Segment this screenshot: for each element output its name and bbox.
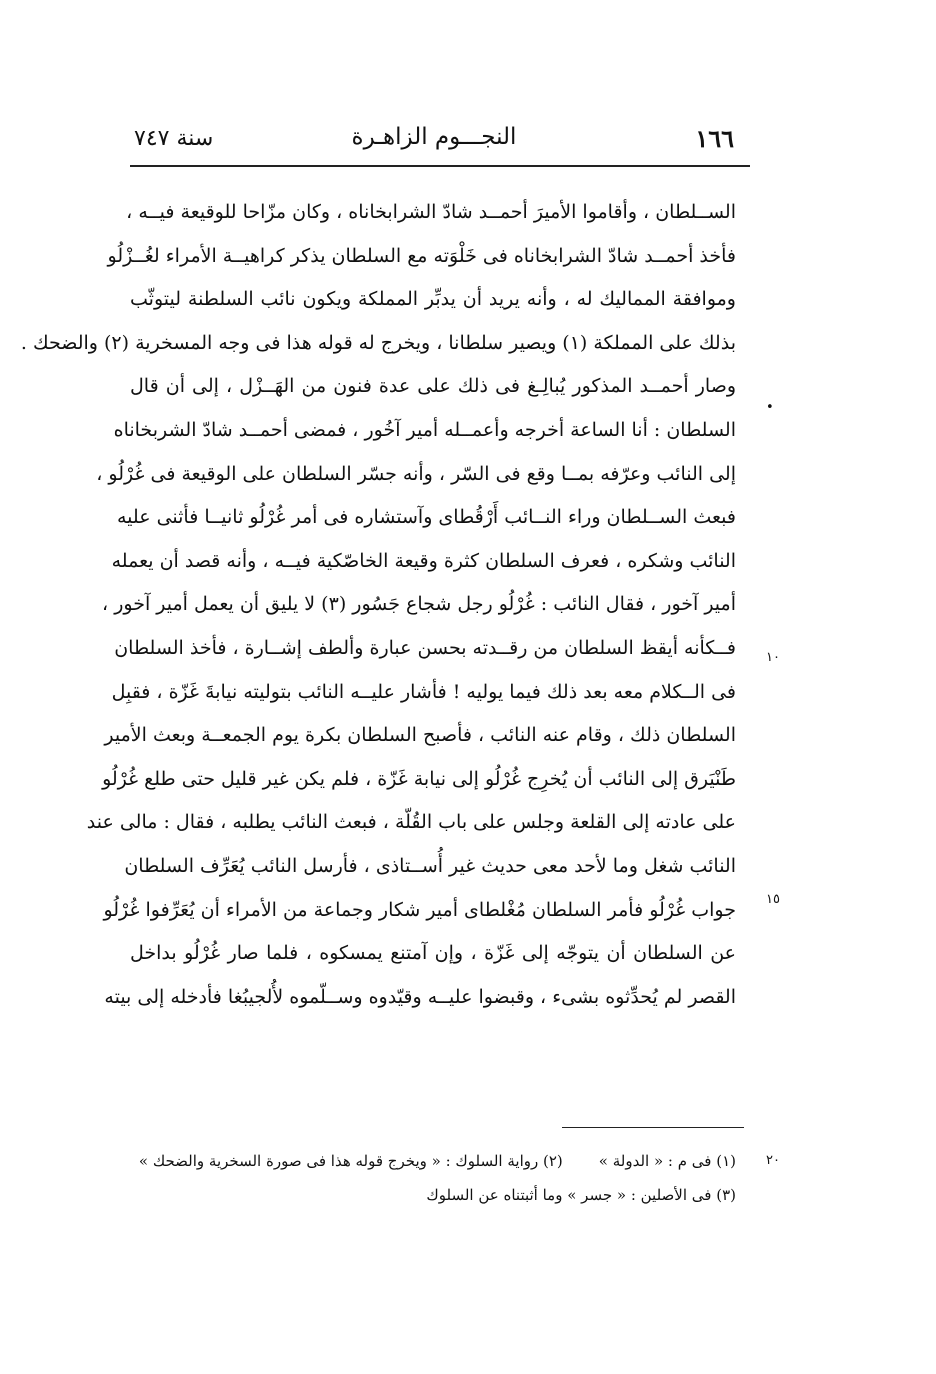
line-number-10: ١٠	[766, 650, 780, 665]
text-line: أمير آخور ، فقال النائب : غُرْلُو رجل شجاع جَسُور (٣) لا يليق أن يعمل أمير آخور ،	[102, 593, 736, 616]
line-number-15: ١٥	[766, 892, 780, 907]
text-line: طَنْيَرق إلى النائب أن يُخرِج غُرْلُو إلى نيابة غَزّة ، فلم يكن غير قليل حتى طلع غُرْلُو	[102, 767, 736, 790]
text-line: وصار أحمــد المذكور يُبالِـغ فى ذلك على عدة فنون من الهَــزْل ، إلى أن قال	[130, 375, 736, 398]
text-line: فى الــكلام معه بعد ذلك فيما يوليه ! فأشار عليــه النائب بتوليته نيابةَ غَزّة ، فقبِل	[111, 680, 736, 703]
text-line: الســلطان ، وأقاموا الأميرَ أحمــد شادّ الشرابخاناه ، وكان مزّاحا للوقيعة فيــه ،	[126, 201, 736, 223]
text-line: إلى النائب وعرّفه بمــا وقع فى السّر ، وأنه جسّر السلطان على الوقيعة فى غُرْلُو ،	[96, 462, 736, 485]
footnote-line-1	[130, 1144, 736, 1178]
header-year: سنة ٧٤٧	[134, 126, 214, 151]
header-page-number: ١٦٦	[695, 124, 734, 153]
header-rule	[130, 165, 750, 167]
footnote-line-2	[130, 1178, 736, 1212]
text-line: بذلك على المملكة (١) ويصير سلطانا ، ويخرج له قوله هذا فى وجه المسخرية (٢) والضحك .	[20, 331, 736, 354]
footnote-3: (٣) فى الأصلين : « جسر » وما أثبتناه عن السلوك	[426, 1186, 736, 1204]
text-line: وموافقة المماليك له ، وأنه يريد أن يدبِّر المملكة ويكون نائب السلطنة ليتوثّب	[130, 288, 736, 311]
text-line: السلطان ذلك ، وقام عنه النائب ، فأصبح السلطان بكرة يوم الجمعــة وبعث الأمير	[104, 724, 736, 747]
text-line: السلطان : أنا الساعة أخرجه وأعمــله أمير آخُور ، فمضى أحمــد شادّ الشربخاناه	[113, 418, 736, 441]
body-text	[20, 191, 736, 1019]
text-line: النائب شغل وما لأحد معى حديث غير أُســتاذى ، فأرسل النائب يُعَرِّف السلطان	[124, 854, 736, 877]
footnote-2: (٢) رواية السلوك : « ويخرج قوله هذا فى صورة السخرية والضحك »	[138, 1152, 563, 1170]
line-number-20: ٢٠	[766, 1153, 780, 1168]
running-header	[128, 118, 740, 158]
text-line: جواب غُرْلُو فأمر السلطان مُغْلطاى أمير شكار وجماعة من الأمراء أن يُعَرِّفوا غُرْلُو	[103, 898, 736, 921]
text-line: فــكأنه أيقظ السلطان من رقــدته بحسن عبارة وألطف إشــارة ، فأخذ السلطان	[114, 636, 736, 659]
text-line: عن السلطان أن يتوجّه إلى غَزّة ، وإن آمتنع يمسكوه ، فلما صار غُرْلُو بداخل	[130, 942, 736, 965]
text-line: فبعث الســلطان وراء النــائب أَرْقُطاى وآستشاره فى أمر غُرْلُو ثانيــا فأثنى عليه	[116, 506, 736, 529]
footnote-rule	[562, 1127, 744, 1128]
footnotes	[130, 1144, 736, 1212]
footnote-1: (١) فى م : « الدولة »	[598, 1152, 736, 1170]
text-line: على عادته إلى القلعة وجلس على باب القُلّة ، فبعث النائب يطلبه ، فقال : مالى عند	[86, 811, 736, 834]
text-line: النائب وشكره ، فعرف السلطان كثرة وقيعة الخاصّكية فيــه ، وأنه قصد أن يعمله	[111, 549, 736, 572]
text-line: القصر لم يُحدِّثوه بشىء ، وقبضوا عليــه وقيّدوه وســلّموه لأُلجيبُغا فأدخله إلى بيته	[104, 985, 736, 1008]
line-number-5: •	[766, 400, 774, 415]
header-book-title: النجـــوم الزاهـرة	[351, 124, 517, 150]
text-line: فأخذ أحمــد شادّ الشرابخاناه فى خَلْوَته مع السلطان يذكر كراهيــة الأمراء لغُــزْلُو	[107, 244, 736, 267]
